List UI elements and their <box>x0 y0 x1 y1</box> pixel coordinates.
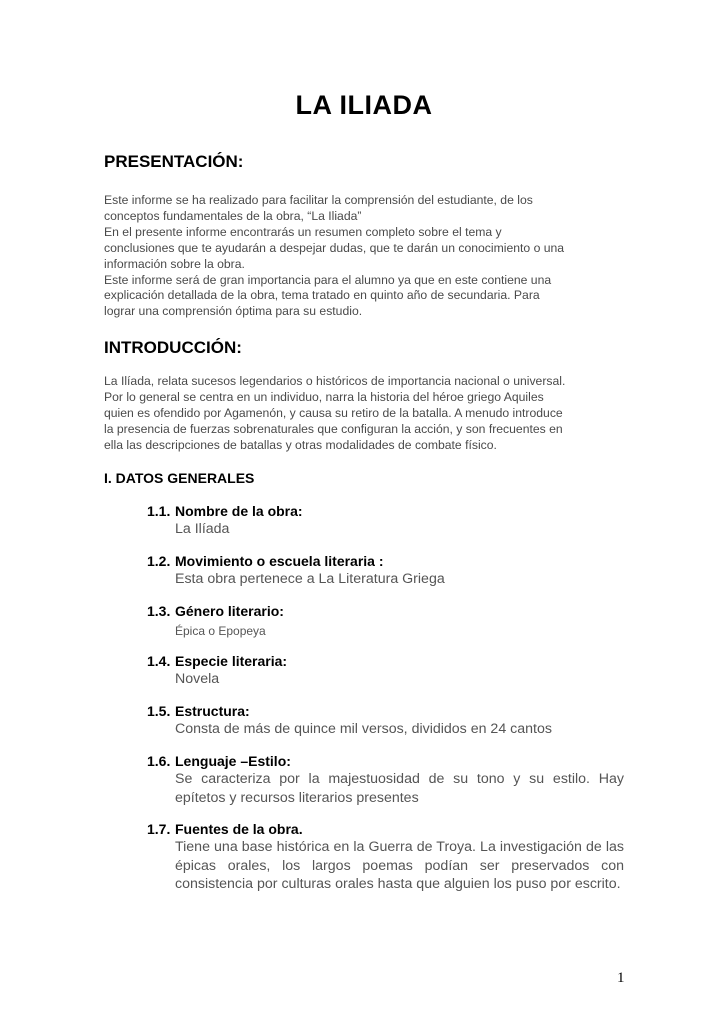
introduccion-line: ella las descripciones de batallas y otras modalidades de combate físico. <box>104 437 497 452</box>
page-number: 1 <box>617 970 625 986</box>
document-title: LA ILIADA <box>295 90 433 120</box>
item-number: 1.2. <box>147 553 171 569</box>
item-number: 1.5. <box>147 703 171 719</box>
item-label: Nombre de la obra: <box>175 503 303 519</box>
item-value: Esta obra pertenece a La Literatura Griega <box>175 571 445 587</box>
presentacion-line: lograr una comprensión óptima para su estudio. <box>104 304 363 319</box>
item-value: Épica o Epopeya <box>175 624 266 638</box>
introduccion-line: La Ilíada, relata sucesos legendarios o históricos de importancia nacional o universal. <box>104 374 566 388</box>
item-label: Fuentes de la obra. <box>175 821 303 837</box>
item-label: Especie literaria: <box>175 653 288 669</box>
item-number: 1.3. <box>147 603 171 619</box>
datos-generales-heading: I. DATOS GENERALES <box>104 470 255 486</box>
introduccion-line: Por lo general se centra en un individuo, narra la historia del héroe griego Aquiles <box>104 389 544 404</box>
item-value: Se caracteriza por la majestuosidad de su tono y su estilo. Hay epítetos y recursos literarios presentes <box>175 771 624 806</box>
item-number: 1.6. <box>147 753 171 769</box>
item-label: Estructura: <box>175 703 250 719</box>
presentacion-line: Este informe será de gran importancia para el alumno ya que en este contiene una <box>104 272 552 287</box>
presentacion-line: información sobre la obra. <box>104 256 245 271</box>
introduccion-line: quien es ofendido por Agamenón, y causa su retiro de la batalla. A menudo introduce <box>104 405 563 420</box>
introduccion-paragraph <box>104 374 624 454</box>
presentacion-heading: PRESENTACIÓN: <box>104 152 244 171</box>
introduccion-heading: INTRODUCCIÓN: <box>104 338 242 357</box>
presentacion-line: Este informe se ha realizado para facilitar la comprensión del estudiante, de los <box>104 193 533 207</box>
item-number: 1.7. <box>147 821 171 837</box>
item-label: Movimiento o escuela literaria : <box>175 553 384 569</box>
presentacion-line: conceptos fundamentales de la obra, “La Iliada” <box>104 208 362 223</box>
item-label: Género literario: <box>175 603 284 619</box>
presentacion-line: conclusiones que te ayudarán a despejar dudas, que te darán un conocimiento o una <box>104 240 565 255</box>
item-value: Tiene una base histórica en la Guerra de Troya. La investigación de las épicas orales, los largos poemas podían ser preservados con consistencia por culturas orales hasta que alguien los puso por escrito. <box>175 839 624 892</box>
presentacion-line: explicación detallada de la obra, tema tratado en quinto año de secundaria. Para <box>104 288 540 303</box>
item-number: 1.4. <box>147 653 171 669</box>
item-number: 1.1. <box>147 503 171 519</box>
introduccion-line: la presencia de fuerzas sobrenaturales que configuran la acción, y son frecuentes en <box>104 421 563 436</box>
presentacion-paragraph <box>104 193 624 320</box>
presentacion-line: En el presente informe encontrarás un resumen completo sobre el tema y <box>104 224 502 239</box>
item-label: Lenguaje –Estilo: <box>175 753 291 769</box>
item-value: La Ilíada <box>175 521 230 537</box>
item-value: Consta de más de quince mil versos, divididos en 24 cantos <box>175 721 552 737</box>
item-value: Novela <box>175 671 220 687</box>
